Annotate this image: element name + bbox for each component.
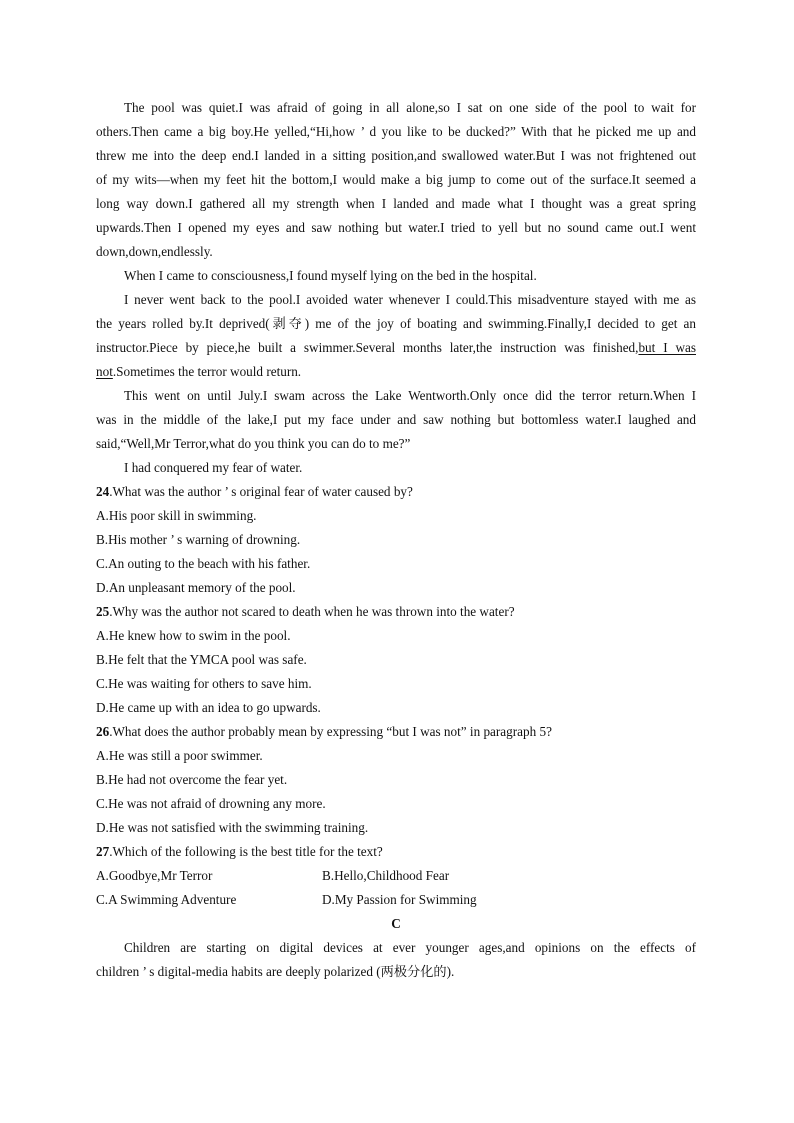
question-text: .What was the author ’ s original fear of water caused by? — [109, 484, 413, 499]
passage-text: instructor.Piece by piece,he built a swimmer.Several months later,the instruction was finished, — [96, 340, 639, 355]
passage-line: of my wits—when my feet hit the bottom,I would make a big jump to come out of the surface.It seemed a — [96, 172, 696, 187]
answer-option: A.Goodbye,Mr Terror — [96, 868, 213, 883]
passage-line: threw me into the deep end.I landed in a sitting position,and swallowed water.But I was not frightened out — [96, 148, 696, 163]
passage-line: the years rolled by.It deprived(剥夺) me of the joy of boating and swimming.Finally,I decided to get an — [96, 316, 696, 331]
answer-option: A.He was still a poor swimmer. — [96, 748, 263, 763]
question-text: .Which of the following is the best title for the text? — [109, 844, 383, 859]
answer-option: B.Hello,Childhood Fear — [322, 868, 450, 883]
answer-option: B.His mother ’ s warning of drowning. — [96, 532, 301, 547]
answer-option: B.He felt that the YMCA pool was safe. — [96, 652, 307, 667]
passage-line: Children are starting on digital devices at ever younger ages,and opinions on the effects of — [124, 940, 696, 955]
passage-line: children ’ s digital-media habits are deeply polarized (两极分化的). — [96, 964, 455, 979]
answer-option: D.He came up with an idea to go upwards. — [96, 700, 321, 715]
question-26 — [96, 720, 696, 744]
passage-line: This went on until July.I swam across the Lake Wentworth.Only once did the terror return.When I — [124, 388, 696, 403]
question-number: 25 — [96, 604, 110, 619]
answer-option: C.He was not afraid of drowning any more. — [96, 796, 326, 811]
passage-line: was in the middle of the lake,I put my face under and saw nothing but bottomless water.I laughed and — [96, 412, 696, 427]
question-text: .Why was the author not scared to death when he was thrown into the water? — [109, 604, 515, 619]
passage-line — [96, 360, 696, 384]
passage-line: upwards.Then I opened my eyes and saw nothing but water.I tried to yell but no sound came out.I went — [96, 220, 696, 235]
answer-option: B.He had not overcome the fear yet. — [96, 772, 288, 787]
page-content — [96, 96, 696, 984]
passage-line: others.Then came a big boy.He yelled,“Hi,how ’ d you like to be ducked?” With that he picked me up and — [96, 124, 696, 139]
passage-text: .Sometimes the terror would return. — [112, 364, 302, 379]
answer-option: D.My Passion for Swimming — [322, 892, 477, 907]
question-27 — [96, 840, 696, 864]
answer-option: A.His poor skill in swimming. — [96, 508, 257, 523]
passage-line: long way down.I gathered all my strength when I landed and made what I thought was a great spring — [96, 196, 696, 211]
passage-line — [96, 336, 696, 360]
question-number: 27 — [96, 844, 110, 859]
passage-line: I had conquered my fear of water. — [124, 460, 303, 475]
question-number: 24 — [96, 484, 110, 499]
question-24 — [96, 480, 696, 504]
answer-option: C.An outing to the beach with his father. — [96, 556, 311, 571]
answer-option: D.An unpleasant memory of the pool. — [96, 580, 296, 595]
passage-line: The pool was quiet.I was afraid of going in all alone,so I sat on one side of the pool to wait for — [124, 100, 696, 115]
answer-option: C.He was waiting for others to save him. — [96, 676, 312, 691]
section-title: C — [391, 916, 401, 931]
question-number: 26 — [96, 724, 110, 739]
answer-option: D.He was not satisfied with the swimming training. — [96, 820, 369, 835]
underlined-phrase: but I was — [638, 340, 696, 355]
answer-options-row — [96, 888, 696, 912]
passage-line: said,“Well,Mr Terror,what do you think you can do to me?” — [96, 436, 411, 451]
passage-line: I never went back to the pool.I avoided water whenever I could.This misadventure stayed with me as — [124, 292, 696, 307]
question-text: .What does the author probably mean by expressing “but I was not” in paragraph 5? — [109, 724, 552, 739]
answer-option: A.He knew how to swim in the pool. — [96, 628, 291, 643]
passage-line: When I came to consciousness,I found myself lying on the bed in the hospital. — [124, 268, 537, 283]
underlined-phrase: not — [96, 364, 113, 379]
passage-line: down,down,endlessly. — [96, 244, 213, 259]
question-25 — [96, 600, 696, 624]
answer-options-row — [96, 864, 696, 888]
answer-option: C.A Swimming Adventure — [96, 892, 237, 907]
